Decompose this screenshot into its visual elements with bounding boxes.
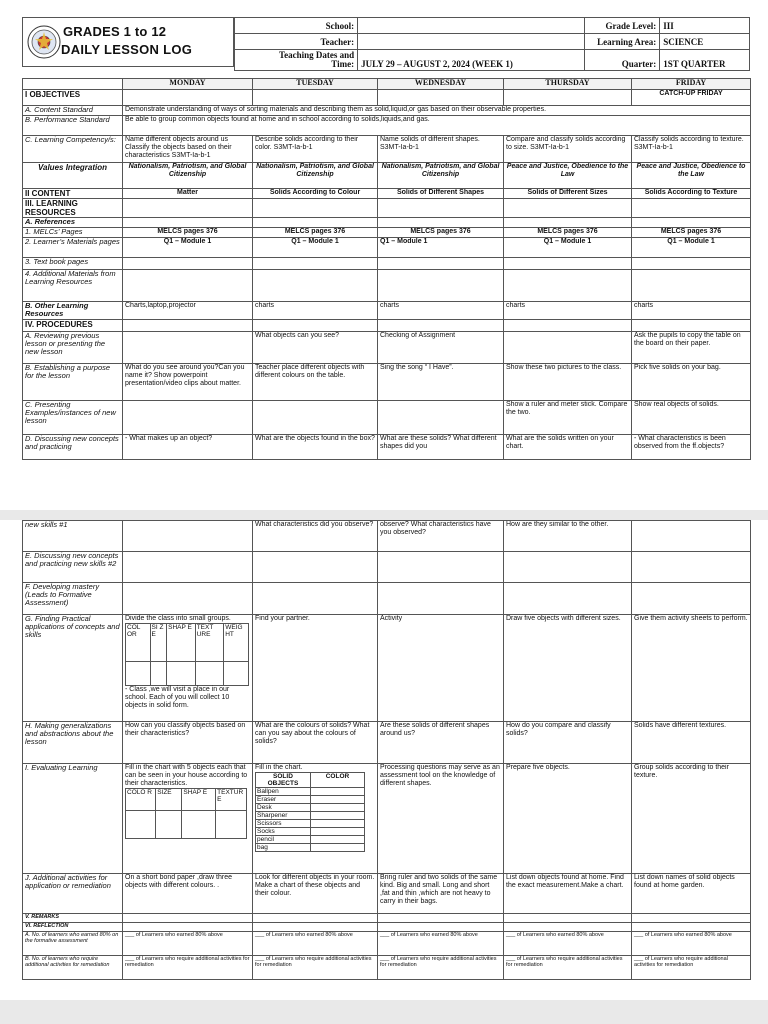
objectives-heading: I OBJECTIVES bbox=[23, 90, 123, 106]
quarter-label: Quarter: bbox=[585, 50, 660, 71]
discuss1b-fri bbox=[632, 521, 751, 552]
review-tue: What objects can you see? bbox=[253, 332, 378, 364]
quarter-value[interactable]: 1ST QUARTER bbox=[660, 50, 750, 71]
discuss1-tue: What are the objects found in the box? bbox=[253, 435, 378, 460]
other-tue: charts bbox=[253, 302, 378, 320]
purpose-label: B. Establishing a purpose for the lesson bbox=[23, 364, 123, 401]
eval-col-size: SIZE bbox=[156, 789, 182, 811]
other-thu: charts bbox=[504, 302, 632, 320]
learner-mon: Q1 – Module 1 bbox=[123, 238, 253, 258]
assign-tue: Look for different objects in your room. Make a chart of these objects and their colour. bbox=[253, 874, 378, 914]
presenting-mon bbox=[123, 401, 253, 435]
generalize-wed: Are these solids of different shapes around us? bbox=[378, 722, 504, 764]
assign-label: J. Additional activities for application or remediation bbox=[23, 874, 123, 914]
values-wed: Nationalism, Patriotism, and Global Citizenship bbox=[378, 163, 504, 189]
noA-label: A. No. of learners who earned 80% on the formative assessment bbox=[23, 932, 123, 956]
practical-mon-intro: Divide the class into small groups. bbox=[125, 615, 231, 622]
discuss1-wed: What are these solids? What different shapes did you bbox=[378, 435, 504, 460]
page-one bbox=[0, 0, 768, 510]
content-wed: Solids of Different Shapes bbox=[378, 189, 504, 199]
generalize-fri: Solids have different textures. bbox=[632, 722, 751, 764]
mastery-label: F. Developing mastery (Leads to Formative Assessment) bbox=[23, 583, 123, 615]
presenting-tue bbox=[253, 401, 378, 435]
discuss1-mon: - What makes up an object? bbox=[123, 435, 253, 460]
practical-mon-chart bbox=[125, 623, 249, 686]
eval-head-solid: SOLID OBJECTS bbox=[256, 773, 311, 788]
review-wed: Checking of Assignment bbox=[378, 332, 504, 364]
dates-label bbox=[235, 50, 358, 71]
content-standard-label: A. Content Standard bbox=[23, 106, 123, 116]
chart-col-weight: WEIG HT bbox=[224, 624, 249, 662]
presenting-fri: Show real objects of solids. bbox=[632, 401, 751, 435]
chart-col-color: COL OR bbox=[126, 624, 151, 662]
assign-fri: List down names of solid objects found at home garden. bbox=[632, 874, 751, 914]
evaluate-wed: Processing questions may serve as an assessment tool on the knowledge of different shapes. bbox=[378, 764, 504, 874]
melcs-mon: MELCS pages 376 bbox=[123, 228, 253, 238]
learner-fri: Q1 – Module 1 bbox=[632, 238, 751, 258]
noA-thu: ___ of Learners who earned 80% above bbox=[504, 932, 632, 956]
review-label: A. Reviewing previous lesson or presenting the new lesson bbox=[23, 332, 123, 364]
purpose-fri: Pick five solids on your bag. bbox=[632, 364, 751, 401]
noA-tue: ___ of Learners who earned 80% above bbox=[253, 932, 378, 956]
melcs-thu: MELCS pages 376 bbox=[504, 228, 632, 238]
content-fri: Solids According to Texture bbox=[632, 189, 751, 199]
noB-thu: ___ of Learners who require additional activities for remediation bbox=[504, 956, 632, 980]
purpose-tue: Teacher place different objects with different colours on the table. bbox=[253, 364, 378, 401]
lesson-table-top bbox=[22, 78, 751, 460]
discuss1b-wed: observe? What characteristics have you observed? bbox=[378, 521, 504, 552]
evaluate-tue-chart bbox=[255, 772, 365, 852]
resources-heading: III. LEARNING RESOURCES bbox=[23, 199, 123, 218]
noB-tue: ___ of Learners who require additional activities for remediation bbox=[253, 956, 378, 980]
content-heading: II CONTENT bbox=[23, 189, 123, 199]
eval-item: Eraser bbox=[256, 796, 311, 804]
teacher-label: Teacher: bbox=[235, 34, 358, 50]
values-fri: Peace and Justice, Obedience to the Law bbox=[632, 163, 751, 189]
content-tue: Solids According to Colour bbox=[253, 189, 378, 199]
evaluate-fri: Group solids according to their texture. bbox=[632, 764, 751, 874]
day-thursday: THURSDAY bbox=[504, 79, 632, 90]
eval-item: Desk bbox=[256, 804, 311, 812]
remarks-label: V. REMARKS bbox=[23, 914, 123, 923]
other-fri: charts bbox=[632, 302, 751, 320]
values-mon: Nationalism, Patriotism, and Global Citizenship bbox=[123, 163, 253, 189]
procedures-heading: IV. PROCEDURES bbox=[23, 320, 123, 332]
practical-tue: Find your partner. bbox=[253, 615, 378, 722]
melcs-wed: MELCS pages 376 bbox=[378, 228, 504, 238]
chart-col-texture: TEXT URE bbox=[195, 624, 224, 662]
noB-wed: ___ of Learners who require additional activities for remediation bbox=[378, 956, 504, 980]
day-wednesday: WEDNESDAY bbox=[378, 79, 504, 90]
practical-wed: Activity bbox=[378, 615, 504, 722]
evaluate-mon-intro: Fill in the chart with 5 objects each that can be seen in your house according to their characteristics. bbox=[125, 764, 248, 787]
discuss2-label: E. Discussing new concepts and practicing new skills #2 bbox=[23, 552, 123, 583]
page-two bbox=[0, 520, 768, 1000]
header bbox=[22, 17, 750, 67]
evaluate-mon-chart bbox=[125, 788, 247, 839]
noB-mon: ___ of Learners who require additional activities for remediation bbox=[123, 956, 253, 980]
assign-mon: On a short bond paper ,draw three objects with different colours. . bbox=[123, 874, 253, 914]
dates-label-line1: Teaching Dates and bbox=[278, 50, 355, 60]
performance-standard-label: B. Performance Standard bbox=[23, 116, 123, 136]
practical-mon-task: - Class ,we will visit a place in our school. Each of you will collect 10 objects in solid form. bbox=[125, 686, 230, 709]
discuss1-label: D. Discussing new concepts and practicing bbox=[23, 435, 123, 460]
presenting-wed bbox=[378, 401, 504, 435]
purpose-thu: Show these two pictures to the class. bbox=[504, 364, 632, 401]
evaluate-mon bbox=[123, 764, 253, 874]
noA-wed: ___ of Learners who earned 80% above bbox=[378, 932, 504, 956]
assign-thu: List down objects found at home. Find the exact measurement.Make a chart. bbox=[504, 874, 632, 914]
content-thu: Solids of Different Sizes bbox=[504, 189, 632, 199]
noB-fri: ___ of Learners who require additional activities for remediation bbox=[632, 956, 751, 980]
day-friday: FRIDAY bbox=[632, 79, 751, 90]
eval-item: Scissors bbox=[256, 820, 311, 828]
title-box bbox=[22, 17, 234, 67]
discuss1b-label: new skills #1 bbox=[23, 521, 123, 552]
eval-item: Sharpener bbox=[256, 812, 311, 820]
noA-fri: ___ of Learners who earned 80% above bbox=[632, 932, 751, 956]
practical-mon bbox=[123, 615, 253, 722]
content-standard: Demonstrate understanding of ways of sorting materials and describing them as solid,liquid,or gas based on their observable properties. bbox=[123, 106, 751, 116]
eval-col-texture: TEXTUR E bbox=[216, 789, 247, 811]
learner-wed: Q1 – Module 1 bbox=[378, 238, 504, 258]
chart-col-shape: SHAP E bbox=[167, 624, 196, 662]
school-label: School: bbox=[235, 18, 358, 34]
discuss1-thu: What are the solids written on your chart. bbox=[504, 435, 632, 460]
header-table bbox=[234, 17, 750, 71]
melcs-tue: MELCS pages 376 bbox=[253, 228, 378, 238]
discuss1b-thu: How are they similar to the other. bbox=[504, 521, 632, 552]
generalize-mon: How can you classify objects based on their characteristics? bbox=[123, 722, 253, 764]
other-label: B. Other Learning Resources bbox=[23, 302, 123, 320]
competency-tue: Describe solids according to their color. S3MT-Ia-b-1 bbox=[253, 136, 378, 163]
purpose-wed: Sing the song “ I Have”. bbox=[378, 364, 504, 401]
performance-standard: Be able to group common objects found at home and in school according to solids,liquids,and gas. bbox=[123, 116, 751, 136]
eval-col-color: COLO R bbox=[126, 789, 156, 811]
page-gap bbox=[0, 510, 768, 520]
learner-label: 2. Learner’s Materials pages bbox=[23, 238, 123, 258]
references-heading: A. References bbox=[23, 218, 123, 228]
corner-cell bbox=[23, 79, 123, 90]
additional-label: 4. Additional Materials from Learning Resources bbox=[23, 270, 123, 302]
content-mon: Matter bbox=[123, 189, 253, 199]
area-value[interactable]: SCIENCE bbox=[660, 34, 750, 50]
discuss1-fri: - What characteristics is been observed from the ff.objects? bbox=[632, 435, 751, 460]
area-label: Learning Area: bbox=[585, 34, 660, 50]
reflection-label: VI. REFLECTION bbox=[23, 923, 123, 932]
eval-item: Socks bbox=[256, 828, 311, 836]
school-value[interactable] bbox=[358, 18, 585, 34]
competency-wed: Name solids of different shapes. S3MT-Ia-b-1 bbox=[378, 136, 504, 163]
eval-item: pencil bbox=[256, 836, 311, 844]
practical-label: G. Finding Practical applications of concepts and skills bbox=[23, 615, 123, 722]
melcs-fri: MELCS pages 376 bbox=[632, 228, 751, 238]
other-wed: charts bbox=[378, 302, 504, 320]
values-label: Values Integration bbox=[23, 163, 123, 189]
noA-mon: ___ of Learners who earned 80% above bbox=[123, 932, 253, 956]
evaluate-tue bbox=[253, 764, 378, 874]
discuss1b-mon bbox=[123, 521, 253, 552]
practical-thu: Draw five objects with different sizes. bbox=[504, 615, 632, 722]
presenting-label: C. Presenting Examples/instances of new lesson bbox=[23, 401, 123, 435]
review-thu bbox=[504, 332, 632, 364]
teacher-value[interactable] bbox=[358, 34, 585, 50]
values-thu: Peace and Justice, Obedience to the Law bbox=[504, 163, 632, 189]
discuss1b-tue: What characteristics did you observe? bbox=[253, 521, 378, 552]
eval-col-shape: SHAP E bbox=[182, 789, 216, 811]
competency-thu: Compare and classify solids according to size. S3MT-Ia-b-1 bbox=[504, 136, 632, 163]
catchup-friday: CATCH-UP FRIDAY bbox=[632, 90, 751, 106]
textbook-label: 3. Text book pages bbox=[23, 258, 123, 270]
learner-tue: Q1 – Module 1 bbox=[253, 238, 378, 258]
generalize-tue: What are the colours of solids? What can you say about the colours of solids? bbox=[253, 722, 378, 764]
lesson-table-bottom bbox=[22, 520, 751, 980]
dates-value[interactable]: JULY 29 – AUGUST 2, 2024 (WEEK 1) bbox=[358, 50, 585, 71]
day-monday: MONDAY bbox=[123, 79, 253, 90]
assign-wed: Bring ruler and two solids of the same kind. Big and small. Long and short ,fat and thin ,which are not heavy to carry in their bags. bbox=[378, 874, 504, 914]
competency-fri: Classify solids according to texture. S3MT-Ia-b-1 bbox=[632, 136, 751, 163]
eval-item: Ballpen bbox=[256, 788, 311, 796]
review-mon bbox=[123, 332, 253, 364]
learner-thu: Q1 – Module 1 bbox=[504, 238, 632, 258]
day-tuesday: TUESDAY bbox=[253, 79, 378, 90]
evaluate-label: I. Evaluating Learning bbox=[23, 764, 123, 874]
chart-col-size: SI Z E bbox=[150, 624, 167, 662]
presenting-thu: Show a ruler and meter stick. Compare the two. bbox=[504, 401, 632, 435]
evaluate-thu: Prepare five objects. bbox=[504, 764, 632, 874]
practical-fri: Give them activity sheets to perform. bbox=[632, 615, 751, 722]
page-footer-gap bbox=[0, 1000, 768, 1024]
eval-head-color: COLOR bbox=[310, 773, 364, 788]
purpose-mon: What do you see around you?Can you name it? Show powerpoint presentation/video clips about matter. bbox=[123, 364, 253, 401]
dates-label-line2: Time: bbox=[331, 59, 355, 69]
values-tue: Nationalism, Patriotism, and Global Citizenship bbox=[253, 163, 378, 189]
noB-label: B. No. of learners who require additional activities for remediation bbox=[23, 956, 123, 980]
competency-mon: Name different objects around us Classify the objects based on their characteristics S3MT-Ia-b-1 bbox=[123, 136, 253, 163]
other-mon: Charts,laptop,projector bbox=[123, 302, 253, 320]
title-grades: GRADES 1 to 12 bbox=[63, 24, 167, 39]
deped-seal-icon bbox=[27, 25, 61, 59]
evaluate-tue-intro: Fill in the chart. bbox=[255, 764, 303, 771]
grade-label: Grade Level: bbox=[585, 18, 660, 34]
generalize-label: H. Making generalizations and abstractions about the lesson bbox=[23, 722, 123, 764]
competency-label: C. Learning Competency/s: bbox=[23, 136, 123, 163]
eval-item: bag bbox=[256, 844, 311, 852]
generalize-thu: How do you compare and classify solids? bbox=[504, 722, 632, 764]
grade-value[interactable]: III bbox=[660, 18, 750, 34]
review-fri: Ask the pupils to copy the table on the board on their paper. bbox=[632, 332, 751, 364]
melcs-label: 1. MELCs’ Pages bbox=[23, 228, 123, 238]
title-dll: DAILY LESSON LOG bbox=[61, 42, 193, 57]
